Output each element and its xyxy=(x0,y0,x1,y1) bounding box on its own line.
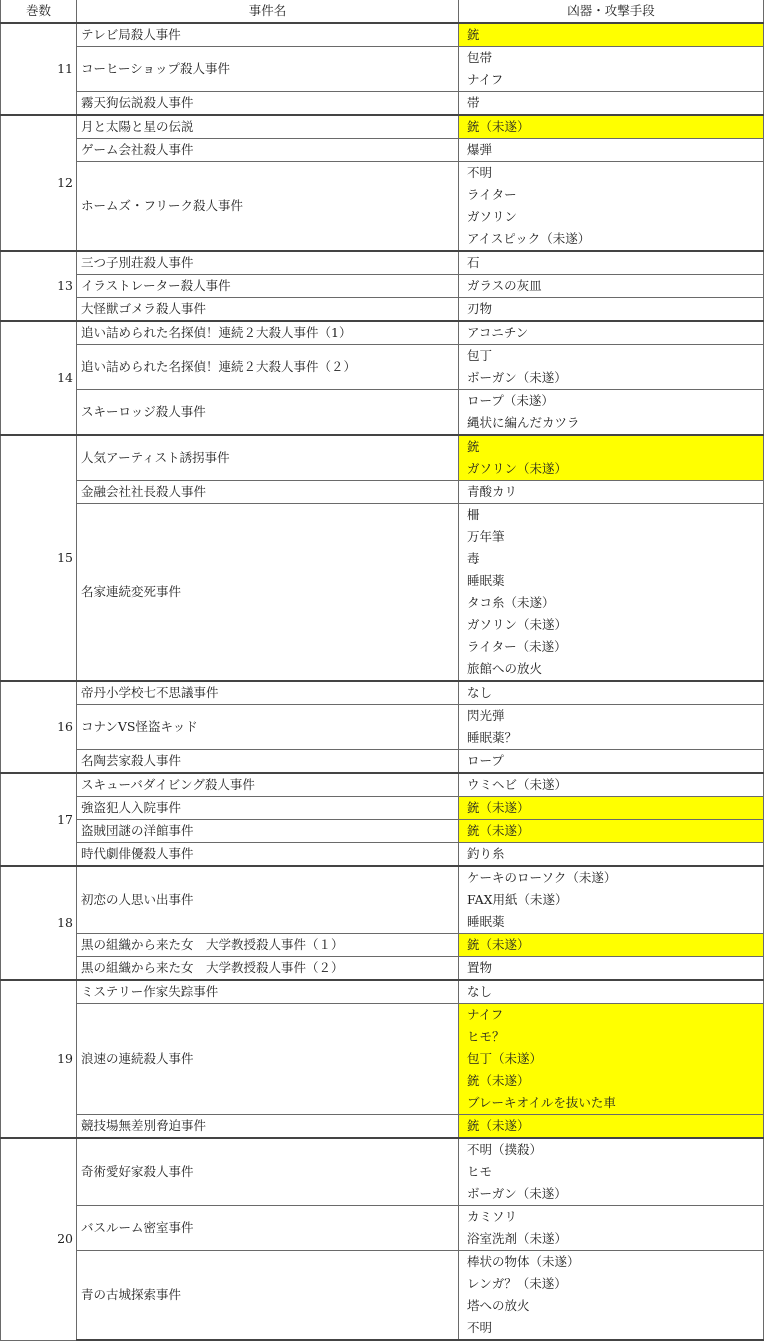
weapon-item: なし xyxy=(467,984,493,999)
case-name-cell: 三つ子別荘殺人事件 xyxy=(77,251,459,275)
weapon-item: 銃（未遂） xyxy=(467,1118,530,1133)
weapon-item: アイスピック（未遂） xyxy=(467,231,591,246)
table-row[interactable] xyxy=(1,820,764,843)
weapon-item: 棒状の物体（未遂） xyxy=(467,1254,580,1269)
weapon-cell xyxy=(459,957,764,981)
weapon-cell xyxy=(459,1004,764,1115)
volume-group xyxy=(1,980,764,1138)
table-row[interactable] xyxy=(1,162,764,252)
table-row[interactable] xyxy=(1,23,764,47)
weapon-item: 睡眠薬 xyxy=(467,573,505,588)
weapon-item: 閃光弾 xyxy=(467,708,505,723)
weapon-cell xyxy=(459,139,764,162)
case-column-header: 事件名 xyxy=(77,0,459,23)
weapon-cell xyxy=(459,47,764,92)
weapon-item: ヒモ xyxy=(467,1164,493,1179)
case-name-cell: 盗賊団謎の洋館事件 xyxy=(77,820,459,843)
weapon-item: 柵 xyxy=(467,507,480,522)
case-name-cell: 霧天狗伝説殺人事件 xyxy=(77,92,459,116)
weapon-item: ガソリン xyxy=(467,209,518,224)
weapon-column-header: 凶器・攻撃手段 xyxy=(459,0,764,23)
volume-cell: 20 xyxy=(1,1138,77,1340)
case-name-cell: 青の古城探索事件 xyxy=(77,1251,459,1341)
weapon-cell xyxy=(459,435,764,481)
weapon-cell xyxy=(459,750,764,774)
weapon-item: 包丁 xyxy=(467,348,493,363)
table-row[interactable] xyxy=(1,843,764,867)
case-name-cell: コーヒーショップ殺人事件 xyxy=(77,47,459,92)
case-name-cell: バスルーム密室事件 xyxy=(77,1206,459,1251)
case-name-cell: スキーロッジ殺人事件 xyxy=(77,390,459,436)
volume-group xyxy=(1,115,764,251)
volume-group xyxy=(1,321,764,435)
weapon-item: ガソリン（未遂） xyxy=(467,461,568,476)
table-row[interactable] xyxy=(1,47,764,92)
volume-cell: 12 xyxy=(1,115,77,251)
table-row[interactable] xyxy=(1,1206,764,1251)
weapon-cell xyxy=(459,481,764,504)
weapon-item: なし xyxy=(467,685,493,700)
weapon-cell xyxy=(459,1138,764,1206)
weapon-item: 銃（未遂） xyxy=(467,800,530,815)
weapon-item: 石 xyxy=(467,255,480,270)
weapon-item: FAX用紙（未遂） xyxy=(467,892,568,907)
table-row[interactable] xyxy=(1,139,764,162)
weapon-cell xyxy=(459,1115,764,1139)
volume-cell: 18 xyxy=(1,866,77,980)
weapon-cell xyxy=(459,843,764,867)
weapon-item: 縄状に編んだカツラ xyxy=(467,415,580,430)
table-row[interactable] xyxy=(1,251,764,275)
case-name-cell: スキューバダイビング殺人事件 xyxy=(77,773,459,797)
weapon-item: 銃（未遂） xyxy=(467,1073,530,1088)
table-row[interactable] xyxy=(1,1251,764,1341)
case-name-cell: 追い詰められた名探偵！連続２大殺人事件（1） xyxy=(77,321,459,345)
weapon-cell xyxy=(459,115,764,139)
case-name-cell: 浪速の連続殺人事件 xyxy=(77,1004,459,1115)
case-name-cell: 帝丹小学校七不思議事件 xyxy=(77,681,459,705)
table-row[interactable] xyxy=(1,773,764,797)
table-row[interactable] xyxy=(1,797,764,820)
case-name-cell: イラストレーター殺人事件 xyxy=(77,275,459,298)
weapon-item: ナイフ xyxy=(467,1007,504,1022)
case-name-cell: ミステリー作家失踪事件 xyxy=(77,980,459,1004)
weapon-item: 帯 xyxy=(467,95,480,110)
case-name-cell: 金融会社社長殺人事件 xyxy=(77,481,459,504)
weapon-item: ブレーキオイルを抜いた車 xyxy=(467,1095,616,1110)
weapon-item: ボーガン（未遂） xyxy=(467,370,567,385)
weapon-item: レンガ？（未遂） xyxy=(467,1276,567,1291)
volume-group xyxy=(1,435,764,681)
weapon-cell xyxy=(459,251,764,275)
weapon-item: 青酸カリ xyxy=(467,484,518,499)
weapon-item: 万年筆 xyxy=(467,529,505,544)
weapon-cell xyxy=(459,390,764,436)
weapon-cell xyxy=(459,298,764,322)
volume-cell: 13 xyxy=(1,251,77,321)
table-row[interactable] xyxy=(1,957,764,981)
weapon-item: 銃（未遂） xyxy=(467,119,530,134)
weapon-cell xyxy=(459,92,764,116)
weapon-item: カミソリ xyxy=(467,1209,518,1224)
weapon-cell xyxy=(459,866,764,934)
volume-cell: 11 xyxy=(1,23,77,115)
weapon-cell xyxy=(459,504,764,682)
table-row[interactable] xyxy=(1,435,764,481)
weapon-item: 不明 xyxy=(467,165,493,180)
weapon-cell xyxy=(459,23,764,47)
weapon-cell xyxy=(459,705,764,750)
volume-cell: 19 xyxy=(1,980,77,1138)
weapon-item: 塔への放火 xyxy=(467,1298,530,1313)
case-name-cell: 月と太陽と星の伝説 xyxy=(77,115,459,139)
table-row[interactable] xyxy=(1,1138,764,1206)
weapon-item: ケーキのローソク（未遂） xyxy=(467,870,617,885)
weapon-item: 銃 xyxy=(467,439,480,454)
weapon-item: 爆弾 xyxy=(467,142,493,157)
case-name-cell: 名家連続変死事件 xyxy=(77,504,459,682)
volume-group xyxy=(1,866,764,980)
table-row[interactable] xyxy=(1,681,764,705)
volume-cell: 15 xyxy=(1,435,77,681)
case-name-cell: 強盗犯人入院事件 xyxy=(77,797,459,820)
table-row[interactable] xyxy=(1,390,764,436)
table-row[interactable] xyxy=(1,345,764,390)
table-row[interactable] xyxy=(1,481,764,504)
case-name-cell: 時代劇俳優殺人事件 xyxy=(77,843,459,867)
weapon-item: 銃（未遂） xyxy=(467,937,530,952)
weapon-item: ライター xyxy=(467,187,517,202)
volume-cell: 14 xyxy=(1,321,77,435)
weapon-cell xyxy=(459,773,764,797)
case-name-cell: 黒の組織から来た女 大学教授殺人事件（２） xyxy=(77,957,459,981)
weapon-item: 銃（未遂） xyxy=(467,823,530,838)
case-name-cell: 奇術愛好家殺人事件 xyxy=(77,1138,459,1206)
weapon-item: ロープ xyxy=(467,753,504,768)
case-name-cell: 初恋の人思い出事件 xyxy=(77,866,459,934)
case-name-cell: 大怪獣ゴメラ殺人事件 xyxy=(77,298,459,322)
weapon-cell xyxy=(459,321,764,345)
volume-group xyxy=(1,681,764,773)
weapon-cell xyxy=(459,345,764,390)
weapon-item: 包丁（未遂） xyxy=(467,1051,543,1066)
weapon-item: タコ糸（未遂） xyxy=(467,595,555,610)
weapon-item: 浴室洗剤（未遂） xyxy=(467,1231,568,1246)
case-name-cell: 競技場無差別脅迫事件 xyxy=(77,1115,459,1139)
volume-group xyxy=(1,23,764,115)
weapon-item: 刃物 xyxy=(467,301,493,316)
table-row[interactable] xyxy=(1,92,764,116)
weapon-item: ボーガン（未遂） xyxy=(467,1186,567,1201)
table-row[interactable] xyxy=(1,1115,764,1139)
weapon-cell xyxy=(459,820,764,843)
volume-column-header: 巻数 xyxy=(1,0,77,23)
weapon-item: 釣り糸 xyxy=(467,846,505,861)
weapon-cell xyxy=(459,980,764,1004)
weapon-item: アコニチン xyxy=(467,325,529,340)
weapon-item: 置物 xyxy=(467,960,493,975)
case-name-cell: 名陶芸家殺人事件 xyxy=(77,750,459,774)
table-row[interactable] xyxy=(1,115,764,139)
weapon-cell xyxy=(459,934,764,957)
weapon-item: 不明（撲殺） xyxy=(467,1142,543,1157)
weapon-item: ガラスの灰皿 xyxy=(467,278,542,293)
volume-group xyxy=(1,773,764,866)
weapon-item: 銃 xyxy=(467,27,480,42)
case-name-cell: 追い詰められた名探偵！連続２大殺人事件（２） xyxy=(77,345,459,390)
weapon-item: 不明 xyxy=(467,1320,493,1335)
weapon-item: 旅館への放火 xyxy=(467,661,543,676)
weapon-cell xyxy=(459,1251,764,1341)
weapon-item: 包帯 xyxy=(467,50,493,65)
case-name-cell: 黒の組織から来た女 大学教授殺人事件（１） xyxy=(77,934,459,957)
case-name-cell: テレビ局殺人事件 xyxy=(77,23,459,47)
weapon-item: ロープ（未遂） xyxy=(467,393,554,408)
weapon-item: 睡眠薬 xyxy=(467,914,505,929)
weapon-item: ガソリン（未遂） xyxy=(467,617,568,632)
case-name-cell: ゲーム会社殺人事件 xyxy=(77,139,459,162)
table-row[interactable] xyxy=(1,298,764,322)
table-row[interactable] xyxy=(1,321,764,345)
table-row[interactable] xyxy=(1,866,764,934)
table-row[interactable] xyxy=(1,504,764,682)
case-name-cell: ホームズ・フリーク殺人事件 xyxy=(77,162,459,252)
table-row[interactable] xyxy=(1,1004,764,1115)
weapon-item: ナイフ xyxy=(467,72,504,87)
weapon-item: ライター（未遂） xyxy=(467,639,567,654)
header-row xyxy=(1,0,764,23)
weapon-item: ヒモ？ xyxy=(467,1029,505,1044)
weapon-item: 毒 xyxy=(467,551,480,566)
volume-cell: 16 xyxy=(1,681,77,773)
weapon-cell xyxy=(459,1206,764,1251)
case-name-cell: コナンVS怪盗キッド xyxy=(77,705,459,750)
table-row[interactable] xyxy=(1,705,764,750)
case-name-cell: 人気アーティスト誘拐事件 xyxy=(77,435,459,481)
table-row[interactable] xyxy=(1,750,764,774)
table-row[interactable] xyxy=(1,275,764,298)
weapon-item: ウミヘビ（未遂） xyxy=(467,777,568,792)
table-row[interactable] xyxy=(1,980,764,1004)
volume-group xyxy=(1,251,764,321)
weapon-item: 睡眠薬？ xyxy=(467,730,518,745)
weapon-cell xyxy=(459,162,764,252)
table-row[interactable] xyxy=(1,934,764,957)
volume-cell: 17 xyxy=(1,773,77,866)
weapon-cell xyxy=(459,275,764,298)
volume-group xyxy=(1,1138,764,1340)
weapon-cell xyxy=(459,681,764,705)
weapon-cell xyxy=(459,797,764,820)
